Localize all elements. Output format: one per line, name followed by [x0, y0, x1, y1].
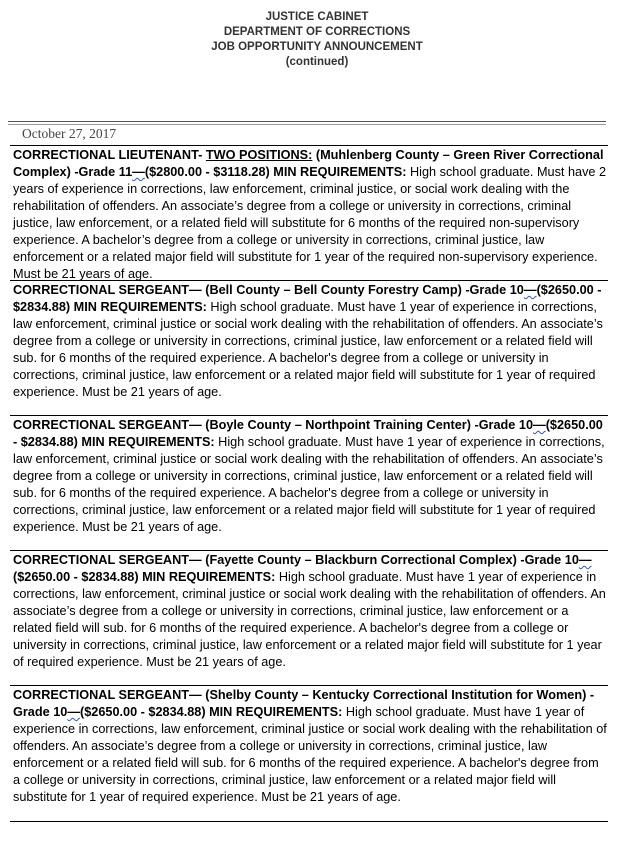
header-continued: (continued): [285, 56, 349, 68]
header-announcement: JOB OPPORTUNITY ANNOUNCEMENT: [211, 41, 423, 53]
header-rule: [8, 121, 606, 122]
job-location: — (Shelby County – Kentucky Correctional Institution for Women) -Grade 10: [13, 688, 595, 719]
title-separator: -: [198, 148, 206, 162]
grade-dash: —: [132, 165, 145, 179]
job-title: CORRECTIONAL SERGEANT: [13, 553, 189, 567]
job-location: — (Boyle County – Northpoint Training Center) -Grade 10: [189, 418, 533, 432]
min-requirements: High school graduate. Must have 1 year of experience in corrections, law enforcement, criminal justice or social work dealing with the rehabilitation of offenders. An associate’s degree from a college or university in corrections, criminal justice, law enforcement or a related field will sub. for 6 months of the required experience. A bachelor's degree from a college or university in corrections, criminal justice, law enforcement or a related major field will substitute for 1 year of required experience. Must be 21 years of age.: [13, 705, 607, 804]
min-requirements: High school graduate. Must have 1 year of experience in corrections, law enforcement, criminal justice or social work dealing with the rehabilitation of offenders. An associate’s degree from a college or university in corrections, criminal justice, law enforcement or a related field will sub. for 6 months of the required experience. A bachelor's degree from a college or university in corrections, criminal justice, law enforcement or a related major field will substitute for 1 year of required experience. Must be 21 years of age.: [13, 435, 605, 534]
salary-range: ($2650.00 - $2834.88) MIN REQUIREMENTS:: [13, 283, 602, 314]
min-requirements: High school graduate. Must have 1 year of experience in corrections, law enforcement, criminal justice or social work dealing with the rehabilitation of offenders. An associate’s degree from a college or university in corrections, criminal justice, law enforcement or a related field will sub. for 6 months of the required experience. A bachelor's degree from a college or university in corrections, criminal justice, law enforcement or a related major field will substitute for 1 year of required experience. Must be 21 years of age.: [13, 570, 606, 669]
min-requirements: High school graduate. Must have 1 year of experience in corrections, law enforcement, criminal justice or social work dealing with the rehabilitation of offenders. An associate’s degree from a college or university in corrections, criminal justice, law enforcement or a related field will sub. for 6 months of the required experience. A bachelor's degree from a college or university in corrections, criminal justice, law enforcement or a related major field will substitute for 1 year of required experience. Must be 21 years of age.: [13, 300, 603, 399]
job-location: — (Bell County – Bell County Forestry Camp) -Grade 10: [189, 283, 524, 297]
salary-range: ($2650.00 - $2834.88) MIN REQUIREMENTS:: [13, 418, 603, 449]
header-rule-secondary: [8, 124, 606, 125]
job-posting: [10, 415, 608, 550]
salary-range: ($2650.00 - $2834.88) MIN REQUIREMENTS:: [13, 570, 276, 584]
salary-range: ($2800.00 - $3118.28) MIN REQUIREMENTS:: [144, 165, 407, 179]
header-department: DEPARTMENT OF CORRECTIONS: [223, 26, 411, 38]
job-posting: [10, 685, 608, 822]
grade-dash: —: [578, 553, 592, 567]
grade-dash: —: [533, 418, 546, 432]
header-cabinet: JUSTICE CABINET: [265, 11, 369, 23]
job-title: CORRECTIONAL SERGEANT: [13, 283, 189, 297]
job-location: (Muhlenberg County – Green River Correctional Complex) -Grade 11: [13, 148, 604, 179]
job-posting: [10, 550, 608, 685]
grade-dash: —: [67, 705, 80, 719]
job-location: — (Fayette County – Blackburn Correctional Complex) -Grade 10: [189, 553, 579, 567]
positions-count: TWO POSITIONS:: [205, 148, 313, 162]
job-postings: [10, 145, 608, 822]
job-title: CORRECTIONAL SERGEANT: [13, 688, 189, 702]
min-requirements: High school graduate. Must have 2 years of experience in corrections, law enforcement, criminal justice, or social work dealing with the rehabilitation of offenders. An associate’s degree from a college or university in corrections, criminal justice, law enforcement, or a related field will substitute for 6 months of the required non-supervisory experience. A bachelor’s degree from a college or university in corrections, criminal justice, law enforcement or a related major field will substitute for 1 year of the required non-supervisory experience. Must be 21 years of age.: [13, 165, 607, 280]
job-title: CORRECTIONAL SERGEANT: [13, 418, 189, 432]
salary-range: ($2650.00 - $2834.88) MIN REQUIREMENTS:: [80, 705, 343, 719]
job-posting: [10, 145, 608, 280]
grade-dash: —: [523, 283, 537, 297]
document-header: [0, 10, 634, 70]
job-title: CORRECTIONAL LIEUTENANT: [13, 148, 199, 162]
job-posting: [10, 280, 608, 415]
announcement-date: October 27, 2017: [22, 126, 117, 141]
